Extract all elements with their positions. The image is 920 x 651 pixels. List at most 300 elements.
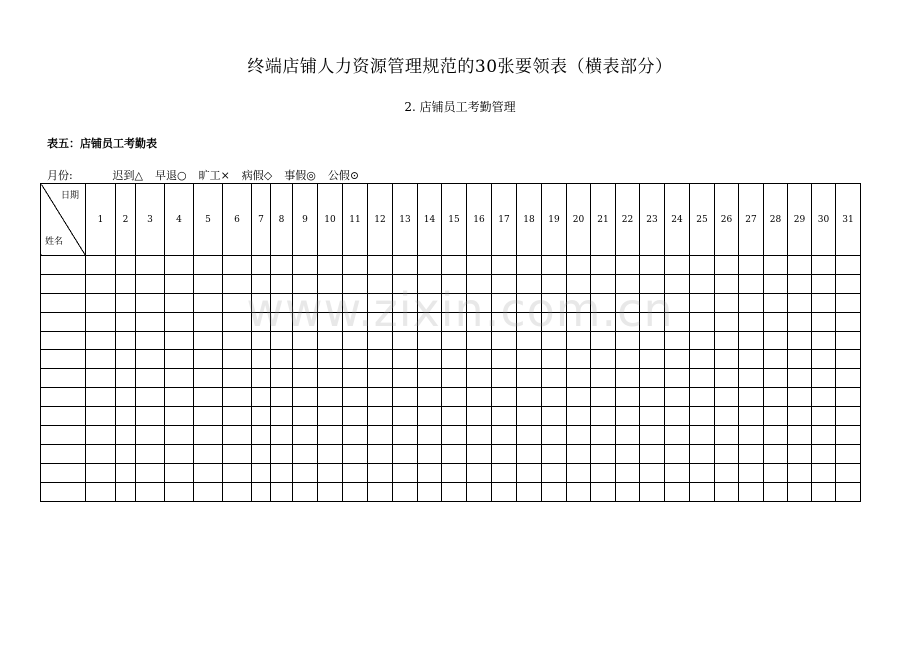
attendance-cell[interactable] (517, 331, 542, 350)
attendance-cell[interactable] (788, 463, 812, 482)
attendance-cell[interactable] (492, 388, 517, 407)
attendance-cell[interactable] (252, 350, 271, 369)
attendance-cell[interactable] (343, 482, 368, 501)
attendance-cell[interactable] (116, 407, 136, 426)
attendance-cell[interactable] (690, 293, 715, 312)
attendance-cell[interactable] (393, 312, 418, 331)
attendance-cell[interactable] (393, 256, 418, 275)
attendance-cell[interactable] (836, 256, 861, 275)
attendance-cell[interactable] (252, 312, 271, 331)
attendance-cell[interactable] (542, 350, 567, 369)
name-cell[interactable] (41, 444, 86, 463)
attendance-cell[interactable] (252, 463, 271, 482)
attendance-cell[interactable] (393, 444, 418, 463)
attendance-cell[interactable] (467, 444, 492, 463)
attendance-cell[interactable] (271, 444, 293, 463)
attendance-cell[interactable] (665, 444, 690, 463)
attendance-cell[interactable] (690, 388, 715, 407)
attendance-cell[interactable] (690, 256, 715, 275)
attendance-cell[interactable] (517, 388, 542, 407)
attendance-cell[interactable] (715, 369, 739, 388)
attendance-cell[interactable] (223, 407, 252, 426)
attendance-cell[interactable] (739, 256, 764, 275)
attendance-cell[interactable] (517, 350, 542, 369)
attendance-cell[interactable] (640, 369, 665, 388)
attendance-cell[interactable] (836, 463, 861, 482)
attendance-cell[interactable] (665, 350, 690, 369)
attendance-cell[interactable] (223, 388, 252, 407)
attendance-cell[interactable] (86, 274, 116, 293)
attendance-cell[interactable] (616, 274, 640, 293)
attendance-cell[interactable] (393, 407, 418, 426)
attendance-cell[interactable] (616, 369, 640, 388)
attendance-cell[interactable] (492, 463, 517, 482)
attendance-cell[interactable] (640, 482, 665, 501)
attendance-cell[interactable] (86, 369, 116, 388)
attendance-cell[interactable] (136, 331, 165, 350)
attendance-cell[interactable] (812, 293, 836, 312)
attendance-cell[interactable] (616, 388, 640, 407)
attendance-cell[interactable] (567, 463, 591, 482)
attendance-cell[interactable] (690, 331, 715, 350)
attendance-cell[interactable] (616, 293, 640, 312)
attendance-cell[interactable] (165, 426, 194, 445)
attendance-cell[interactable] (836, 312, 861, 331)
attendance-cell[interactable] (86, 312, 116, 331)
attendance-cell[interactable] (836, 293, 861, 312)
attendance-cell[interactable] (343, 388, 368, 407)
attendance-cell[interactable] (194, 482, 223, 501)
attendance-cell[interactable] (764, 312, 788, 331)
attendance-cell[interactable] (194, 274, 223, 293)
attendance-cell[interactable] (665, 482, 690, 501)
attendance-cell[interactable] (640, 388, 665, 407)
attendance-cell[interactable] (467, 388, 492, 407)
attendance-cell[interactable] (690, 350, 715, 369)
attendance-cell[interactable] (86, 407, 116, 426)
attendance-cell[interactable] (318, 388, 343, 407)
name-cell[interactable] (41, 369, 86, 388)
attendance-cell[interactable] (836, 388, 861, 407)
attendance-cell[interactable] (542, 482, 567, 501)
attendance-cell[interactable] (368, 407, 393, 426)
attendance-cell[interactable] (442, 388, 467, 407)
attendance-cell[interactable] (418, 331, 442, 350)
attendance-cell[interactable] (318, 426, 343, 445)
attendance-cell[interactable] (517, 312, 542, 331)
attendance-cell[interactable] (788, 312, 812, 331)
attendance-cell[interactable] (194, 463, 223, 482)
name-cell[interactable] (41, 388, 86, 407)
attendance-cell[interactable] (271, 426, 293, 445)
attendance-cell[interactable] (442, 463, 467, 482)
attendance-cell[interactable] (293, 369, 318, 388)
attendance-cell[interactable] (715, 426, 739, 445)
attendance-cell[interactable] (665, 312, 690, 331)
attendance-cell[interactable] (418, 463, 442, 482)
attendance-cell[interactable] (418, 407, 442, 426)
attendance-cell[interactable] (591, 482, 616, 501)
attendance-cell[interactable] (194, 369, 223, 388)
attendance-cell[interactable] (715, 388, 739, 407)
attendance-cell[interactable] (492, 426, 517, 445)
attendance-cell[interactable] (86, 331, 116, 350)
attendance-cell[interactable] (368, 482, 393, 501)
attendance-cell[interactable] (836, 369, 861, 388)
attendance-cell[interactable] (715, 463, 739, 482)
attendance-cell[interactable] (393, 388, 418, 407)
attendance-cell[interactable] (739, 274, 764, 293)
attendance-cell[interactable] (368, 388, 393, 407)
attendance-cell[interactable] (788, 426, 812, 445)
attendance-cell[interactable] (467, 407, 492, 426)
attendance-cell[interactable] (467, 274, 492, 293)
attendance-cell[interactable] (165, 482, 194, 501)
attendance-cell[interactable] (343, 331, 368, 350)
attendance-cell[interactable] (591, 426, 616, 445)
attendance-cell[interactable] (116, 274, 136, 293)
attendance-cell[interactable] (86, 482, 116, 501)
attendance-cell[interactable] (467, 463, 492, 482)
attendance-cell[interactable] (116, 350, 136, 369)
attendance-cell[interactable] (492, 293, 517, 312)
attendance-cell[interactable] (293, 350, 318, 369)
attendance-cell[interactable] (418, 444, 442, 463)
attendance-cell[interactable] (567, 407, 591, 426)
attendance-cell[interactable] (343, 293, 368, 312)
attendance-cell[interactable] (567, 350, 591, 369)
attendance-cell[interactable] (690, 463, 715, 482)
name-cell[interactable] (41, 312, 86, 331)
name-cell[interactable] (41, 482, 86, 501)
attendance-cell[interactable] (442, 444, 467, 463)
attendance-cell[interactable] (616, 256, 640, 275)
attendance-cell[interactable] (492, 407, 517, 426)
attendance-cell[interactable] (86, 463, 116, 482)
attendance-cell[interactable] (665, 407, 690, 426)
attendance-cell[interactable] (318, 369, 343, 388)
attendance-cell[interactable] (739, 331, 764, 350)
attendance-cell[interactable] (136, 463, 165, 482)
attendance-cell[interactable] (165, 312, 194, 331)
attendance-cell[interactable] (271, 350, 293, 369)
attendance-cell[interactable] (836, 444, 861, 463)
attendance-cell[interactable] (665, 426, 690, 445)
attendance-cell[interactable] (271, 312, 293, 331)
attendance-cell[interactable] (665, 331, 690, 350)
attendance-cell[interactable] (567, 274, 591, 293)
attendance-cell[interactable] (542, 312, 567, 331)
attendance-cell[interactable] (368, 444, 393, 463)
attendance-cell[interactable] (318, 293, 343, 312)
attendance-cell[interactable] (418, 369, 442, 388)
name-cell[interactable] (41, 350, 86, 369)
attendance-cell[interactable] (318, 274, 343, 293)
attendance-cell[interactable] (293, 293, 318, 312)
attendance-cell[interactable] (812, 482, 836, 501)
attendance-cell[interactable] (690, 426, 715, 445)
attendance-cell[interactable] (715, 407, 739, 426)
attendance-cell[interactable] (86, 444, 116, 463)
attendance-cell[interactable] (764, 463, 788, 482)
attendance-cell[interactable] (739, 293, 764, 312)
attendance-cell[interactable] (517, 407, 542, 426)
attendance-cell[interactable] (517, 426, 542, 445)
attendance-cell[interactable] (690, 444, 715, 463)
attendance-cell[interactable] (517, 274, 542, 293)
attendance-cell[interactable] (764, 369, 788, 388)
attendance-cell[interactable] (271, 274, 293, 293)
attendance-cell[interactable] (223, 312, 252, 331)
name-cell[interactable] (41, 426, 86, 445)
attendance-cell[interactable] (715, 350, 739, 369)
attendance-cell[interactable] (271, 482, 293, 501)
attendance-cell[interactable] (739, 482, 764, 501)
attendance-cell[interactable] (467, 426, 492, 445)
attendance-cell[interactable] (136, 274, 165, 293)
attendance-cell[interactable] (442, 350, 467, 369)
attendance-cell[interactable] (640, 350, 665, 369)
attendance-cell[interactable] (86, 350, 116, 369)
name-cell[interactable] (41, 274, 86, 293)
attendance-cell[interactable] (252, 407, 271, 426)
attendance-cell[interactable] (665, 369, 690, 388)
attendance-cell[interactable] (86, 426, 116, 445)
attendance-cell[interactable] (542, 274, 567, 293)
attendance-cell[interactable] (788, 256, 812, 275)
attendance-cell[interactable] (812, 256, 836, 275)
attendance-cell[interactable] (567, 482, 591, 501)
attendance-cell[interactable] (764, 256, 788, 275)
name-cell[interactable] (41, 256, 86, 275)
attendance-cell[interactable] (836, 331, 861, 350)
attendance-cell[interactable] (86, 293, 116, 312)
attendance-cell[interactable] (812, 426, 836, 445)
attendance-cell[interactable] (318, 331, 343, 350)
attendance-cell[interactable] (616, 331, 640, 350)
attendance-cell[interactable] (393, 274, 418, 293)
attendance-cell[interactable] (368, 426, 393, 445)
attendance-cell[interactable] (293, 312, 318, 331)
attendance-cell[interactable] (517, 444, 542, 463)
attendance-cell[interactable] (764, 388, 788, 407)
attendance-cell[interactable] (788, 293, 812, 312)
attendance-cell[interactable] (368, 293, 393, 312)
name-cell[interactable] (41, 463, 86, 482)
attendance-cell[interactable] (293, 482, 318, 501)
attendance-cell[interactable] (690, 482, 715, 501)
attendance-cell[interactable] (788, 331, 812, 350)
attendance-cell[interactable] (252, 274, 271, 293)
attendance-cell[interactable] (567, 331, 591, 350)
attendance-cell[interactable] (252, 369, 271, 388)
attendance-cell[interactable] (418, 256, 442, 275)
attendance-cell[interactable] (116, 463, 136, 482)
attendance-cell[interactable] (442, 293, 467, 312)
attendance-cell[interactable] (467, 482, 492, 501)
attendance-cell[interactable] (165, 293, 194, 312)
attendance-cell[interactable] (293, 274, 318, 293)
attendance-cell[interactable] (836, 407, 861, 426)
attendance-cell[interactable] (393, 350, 418, 369)
attendance-cell[interactable] (393, 293, 418, 312)
attendance-cell[interactable] (640, 407, 665, 426)
attendance-cell[interactable] (368, 350, 393, 369)
attendance-cell[interactable] (418, 350, 442, 369)
attendance-cell[interactable] (318, 407, 343, 426)
attendance-cell[interactable] (393, 331, 418, 350)
attendance-cell[interactable] (788, 274, 812, 293)
attendance-cell[interactable] (567, 293, 591, 312)
attendance-cell[interactable] (492, 482, 517, 501)
attendance-cell[interactable] (640, 293, 665, 312)
attendance-cell[interactable] (252, 293, 271, 312)
attendance-cell[interactable] (467, 350, 492, 369)
attendance-cell[interactable] (542, 463, 567, 482)
attendance-cell[interactable] (715, 444, 739, 463)
attendance-cell[interactable] (542, 426, 567, 445)
attendance-cell[interactable] (739, 350, 764, 369)
attendance-cell[interactable] (116, 426, 136, 445)
attendance-cell[interactable] (343, 369, 368, 388)
attendance-cell[interactable] (467, 331, 492, 350)
attendance-cell[interactable] (788, 369, 812, 388)
name-cell[interactable] (41, 331, 86, 350)
attendance-cell[interactable] (343, 256, 368, 275)
attendance-cell[interactable] (492, 350, 517, 369)
attendance-cell[interactable] (252, 444, 271, 463)
attendance-cell[interactable] (812, 463, 836, 482)
attendance-cell[interactable] (343, 426, 368, 445)
attendance-cell[interactable] (223, 463, 252, 482)
attendance-cell[interactable] (492, 444, 517, 463)
attendance-cell[interactable] (116, 293, 136, 312)
attendance-cell[interactable] (86, 388, 116, 407)
attendance-cell[interactable] (836, 426, 861, 445)
attendance-cell[interactable] (812, 407, 836, 426)
attendance-cell[interactable] (136, 407, 165, 426)
attendance-cell[interactable] (764, 293, 788, 312)
attendance-cell[interactable] (517, 482, 542, 501)
attendance-cell[interactable] (442, 256, 467, 275)
attendance-cell[interactable] (616, 407, 640, 426)
attendance-cell[interactable] (194, 256, 223, 275)
attendance-cell[interactable] (567, 444, 591, 463)
attendance-cell[interactable] (640, 463, 665, 482)
attendance-cell[interactable] (418, 274, 442, 293)
attendance-cell[interactable] (764, 407, 788, 426)
attendance-cell[interactable] (690, 407, 715, 426)
attendance-cell[interactable] (343, 312, 368, 331)
attendance-cell[interactable] (764, 350, 788, 369)
attendance-cell[interactable] (640, 312, 665, 331)
attendance-cell[interactable] (271, 331, 293, 350)
attendance-cell[interactable] (640, 426, 665, 445)
attendance-cell[interactable] (86, 256, 116, 275)
attendance-cell[interactable] (223, 444, 252, 463)
attendance-cell[interactable] (442, 482, 467, 501)
attendance-cell[interactable] (136, 444, 165, 463)
attendance-cell[interactable] (318, 256, 343, 275)
attendance-cell[interactable] (812, 388, 836, 407)
attendance-cell[interactable] (764, 274, 788, 293)
attendance-cell[interactable] (591, 350, 616, 369)
attendance-cell[interactable] (591, 388, 616, 407)
attendance-cell[interactable] (194, 388, 223, 407)
attendance-cell[interactable] (715, 312, 739, 331)
attendance-cell[interactable] (788, 444, 812, 463)
attendance-cell[interactable] (788, 388, 812, 407)
attendance-cell[interactable] (764, 426, 788, 445)
attendance-cell[interactable] (616, 463, 640, 482)
attendance-cell[interactable] (715, 293, 739, 312)
attendance-cell[interactable] (640, 331, 665, 350)
attendance-cell[interactable] (442, 369, 467, 388)
attendance-cell[interactable] (223, 482, 252, 501)
attendance-cell[interactable] (194, 331, 223, 350)
attendance-cell[interactable] (542, 407, 567, 426)
attendance-cell[interactable] (223, 274, 252, 293)
attendance-cell[interactable] (715, 331, 739, 350)
attendance-cell[interactable] (418, 388, 442, 407)
attendance-cell[interactable] (739, 426, 764, 445)
attendance-cell[interactable] (136, 293, 165, 312)
attendance-cell[interactable] (542, 293, 567, 312)
attendance-cell[interactable] (467, 312, 492, 331)
attendance-cell[interactable] (542, 256, 567, 275)
name-cell[interactable] (41, 407, 86, 426)
attendance-cell[interactable] (517, 293, 542, 312)
attendance-cell[interactable] (165, 444, 194, 463)
attendance-cell[interactable] (116, 444, 136, 463)
attendance-cell[interactable] (690, 369, 715, 388)
attendance-cell[interactable] (764, 331, 788, 350)
attendance-cell[interactable] (318, 350, 343, 369)
attendance-cell[interactable] (136, 350, 165, 369)
attendance-cell[interactable] (194, 426, 223, 445)
attendance-cell[interactable] (836, 350, 861, 369)
attendance-cell[interactable] (252, 388, 271, 407)
attendance-cell[interactable] (492, 274, 517, 293)
attendance-cell[interactable] (165, 463, 194, 482)
attendance-cell[interactable] (368, 463, 393, 482)
attendance-cell[interactable] (812, 331, 836, 350)
attendance-cell[interactable] (517, 369, 542, 388)
attendance-cell[interactable] (343, 274, 368, 293)
attendance-cell[interactable] (116, 256, 136, 275)
attendance-cell[interactable] (715, 274, 739, 293)
attendance-cell[interactable] (591, 274, 616, 293)
attendance-cell[interactable] (542, 369, 567, 388)
attendance-cell[interactable] (442, 426, 467, 445)
attendance-cell[interactable] (368, 312, 393, 331)
attendance-cell[interactable] (194, 293, 223, 312)
attendance-cell[interactable] (116, 369, 136, 388)
attendance-cell[interactable] (492, 331, 517, 350)
attendance-cell[interactable] (788, 350, 812, 369)
attendance-cell[interactable] (116, 388, 136, 407)
attendance-cell[interactable] (418, 293, 442, 312)
attendance-cell[interactable] (812, 312, 836, 331)
attendance-cell[interactable] (165, 350, 194, 369)
attendance-cell[interactable] (418, 482, 442, 501)
attendance-cell[interactable] (492, 312, 517, 331)
attendance-cell[interactable] (665, 463, 690, 482)
attendance-cell[interactable] (223, 369, 252, 388)
attendance-cell[interactable] (616, 312, 640, 331)
attendance-cell[interactable] (640, 274, 665, 293)
attendance-cell[interactable] (343, 407, 368, 426)
